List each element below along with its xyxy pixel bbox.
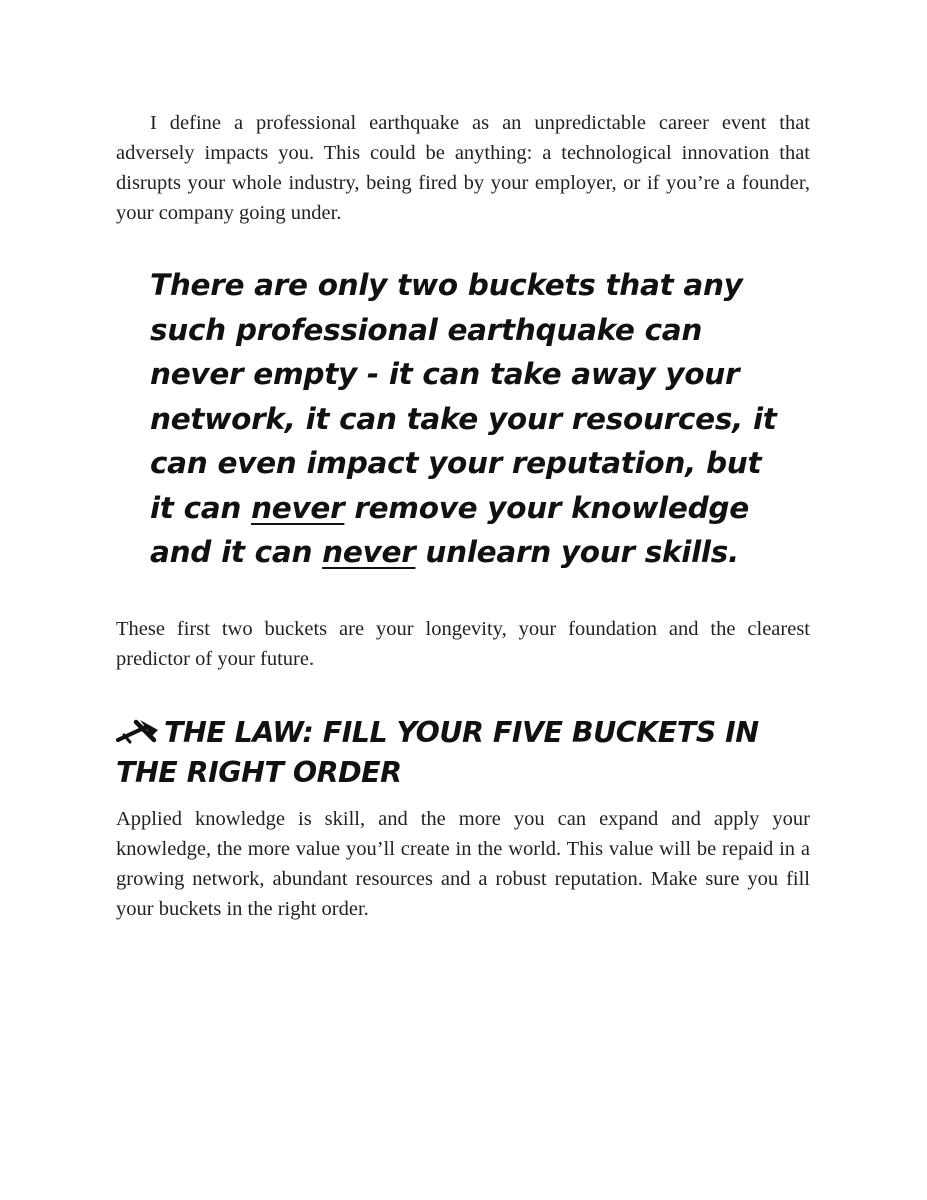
closing-paragraph: Applied knowledge is skill, and the more you can expand and apply your knowledge, the more value you’ll create in the world. This value will be repaid in a growing network, abundant resources and a robust reputation. Make sure you fill your buckets in the right order. bbox=[116, 808, 810, 920]
quote-part-3: unlearn your skills. bbox=[415, 535, 739, 569]
law-heading-text: THE LAW: FILL YOUR FIVE BUCKETS IN THE RIGHT ORDER bbox=[116, 716, 759, 789]
quote-emphasis-never-2: never bbox=[322, 535, 416, 569]
followup-paragraph: These first two buckets are your longevity, your foundation and the clearest predictor of your future. bbox=[116, 618, 810, 670]
intro-paragraph: I define a professional earthquake as an unpredictable career event that adversely impacts you. This could be anything: a technological innovation that disrupts your whole industry, being fired by your employer, or if you’re a founder, your company going under. bbox=[116, 112, 810, 224]
quote-part-1: There are only two buckets that any such professional earthquake can never empty - it can take away your network, it can take your resources, it can even impact your reputation, but it can bbox=[150, 268, 777, 525]
quote-emphasis-never-1: never bbox=[251, 490, 345, 525]
pull-quote bbox=[150, 263, 790, 575]
law-heading bbox=[116, 713, 810, 793]
quote-part-2: remove your knowledge and it can bbox=[150, 490, 749, 569]
law-hammer-icon bbox=[116, 717, 160, 745]
